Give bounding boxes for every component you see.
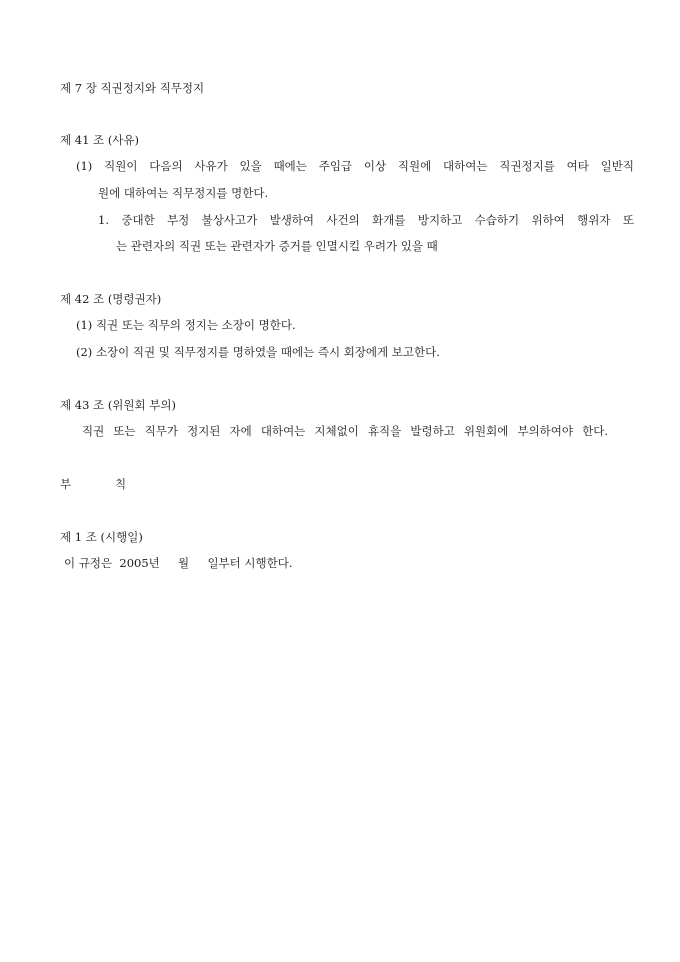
article-43-heading: 제 43 조 (위원회 부의) <box>60 398 176 412</box>
article-41-clause-1-line-2: 원에 대하여는 직무정지를 명한다. <box>98 186 269 200</box>
article-41-clause-1-line-1: (1) 직원이 다음의 사유가 있을 때에는 주임급 이상 직원에 대하여는 직권정지를 여타 일반직 <box>76 159 634 173</box>
supplementary-heading-right: 칙 <box>115 477 127 491</box>
article-43-body: 직권 또는 직무가 정지된 자에 대하여는 지체없이 휴직을 발령하고 위원회에 부의하여야 한다. <box>82 424 608 438</box>
article-42-clause-1: (1) 직권 또는 직무의 정지는 소장이 명한다. <box>76 318 296 332</box>
supplementary-article-1-heading: 제 1 조 (시행일) <box>60 530 143 544</box>
article-41-heading: 제 41 조 (사유) <box>60 133 140 147</box>
supplementary-article-1-body: 이 규정은 2005년 월 일부터 시행한다. <box>64 556 293 570</box>
article-42-heading: 제 42 조 (명령권자) <box>60 292 162 306</box>
supplementary-heading-left: 부 <box>60 477 72 491</box>
article-42-clause-2: (2) 소장이 직권 및 직무정지를 명하였을 때에는 즉시 회장에게 보고한다. <box>76 345 440 359</box>
chapter-heading: 제 7 장 직권정지와 직무정지 <box>60 81 205 95</box>
article-41-item-1-line-2: 는 관련자의 직권 또는 관련자가 증거를 인멸시킬 우려가 있을 때 <box>116 239 438 253</box>
article-41-item-1-line-1: 1. 중대한 부정 불상사고가 발생하여 사건의 화개를 방지하고 수습하기 위하여 행위자 또 <box>98 213 634 227</box>
